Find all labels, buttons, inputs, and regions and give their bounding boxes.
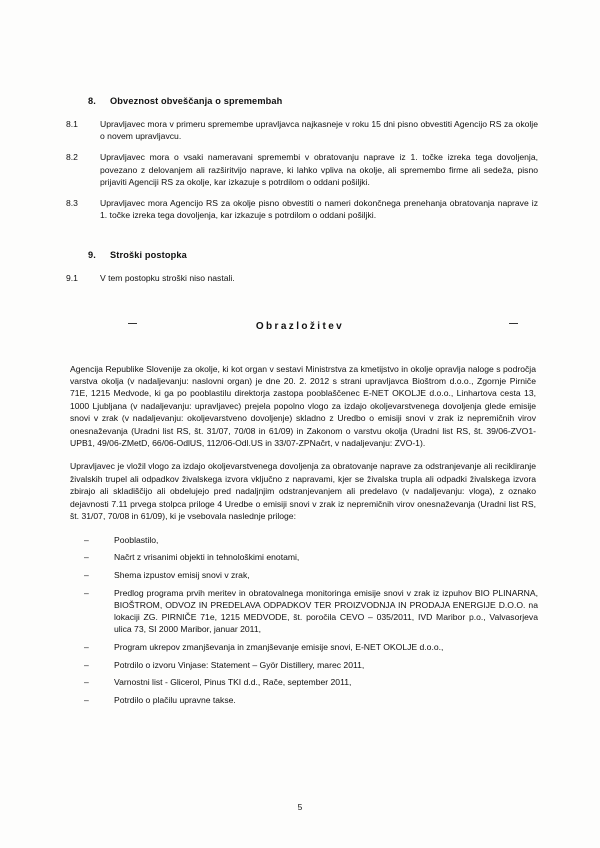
list-bullet-icon: – bbox=[84, 659, 89, 670]
list-item-text: Predlog programa prvih meritev in obratovalnega monitoringa emisije snovi v zrak iz izpuhov BIO PLINARNA, BIOŠTROM, ODVOZ IN PREDELAVA ODPADKOV TER PROIZVODNJA IN PRODAJA ENERGIJE D.O.O. na lokaciji ZG. PIRNIČE 71e, 1215 MEDVODE, št. poročila CEVO – 035/2011, IVD Maribor p.o., Valvasorjeva ulica 73, SI 2000 Maribor, januar 2011, bbox=[114, 587, 538, 635]
clause-number: 8.3 bbox=[66, 198, 78, 209]
explanation-paragraph-2: Upravljavec je vložil vlogo za izdajo okoljevarstvenega dovoljenja za obratovanje naprave za odstranjevanje ali recikliranje živalskih trupel ali odpadkov živalskega izvora vključno z napravami, kjer se živalska trupla ali odpadki živalskega izvora zbirajo ali skladiščijo ali obdelujejo pred nadaljnjim odstranjevanjem ali predelavo (v nadaljevanju: vloga), z oznako dejavnosti 7.11 prvega stolpca priloge 4 Uredbe o emisiji snovi v zrak iz nepremičnih virov onesnaževanja (Uradni list RS, št. 31/07, 70/08 in 61/09), ki je vsebovala naslednje priloge: bbox=[70, 461, 536, 522]
clause-text: V tem postopku stroški niso nastali. bbox=[100, 273, 235, 284]
clause-8-2 bbox=[62, 151, 538, 188]
list-item bbox=[70, 659, 538, 671]
clause-number: 8.1 bbox=[66, 119, 78, 129]
list-item bbox=[70, 569, 538, 581]
section-heading-9 bbox=[62, 250, 538, 260]
list-item-text: Varnostni list - Glicerol, Pinus TKI d.d., Rače, september 2011, bbox=[114, 677, 352, 688]
clause-number: 8.2 bbox=[66, 152, 78, 163]
page-number: 5 bbox=[297, 802, 303, 812]
list-item bbox=[70, 641, 538, 653]
list-bullet-icon: – bbox=[84, 587, 89, 598]
section-number: 8. bbox=[88, 96, 96, 106]
clause-number: 9.1 bbox=[66, 273, 78, 284]
clause-8-1 bbox=[62, 118, 538, 142]
spacer bbox=[62, 230, 538, 250]
explanation-paragraph-1: Agencija Republike Slovenije za okolje, ki kot organ v sestavi Ministrstva za kmetijstvo in okolje opravlja naloge s področja varstva okolja (v nadaljevanju: naslovni organ) je dne 20. 2. 2012 s strani upravljavca Bioštrom d.o.o., Zgornje Pirniče 71E, 1215 Medvode, ki ga po pooblastilu direktorja zastopa pooblaščenec E-NET OKOLJE d.o.o., Linhartova cesta 13, 1000 Ljubljana (v nadaljevanju: upravljavec) prejela popolno vlogo za izdajo okoljevarstvenega dovoljenja glede emisije snovi v zrak (v nadaljevanju: okoljevarstveno dovoljenje) skladno z Uredbo o emisiji snovi v zrak iz nepremičnih virov onesnaževanja (Uradni list RS, št. 31/07, 70/08 in 61/09) in Zakonom o varstvu okolja (Uradni list RS, št. 39/06-ZVO1-UPB1, 49/06-ZMetD, 66/06-OdlUS, 112/06-Odl.US in 33/07-ZPNačrt, v nadaljevanju: ZVO-1). bbox=[70, 363, 536, 449]
clause-9-1 bbox=[62, 272, 538, 284]
list-item-text: Potrdilo o plačilu upravne takse. bbox=[114, 695, 236, 706]
explanation-title-row bbox=[62, 321, 538, 347]
list-item bbox=[70, 694, 538, 706]
margin-mark-left-icon bbox=[128, 323, 137, 324]
clause-text: Upravljavec mora Agencijo RS za okolje pisno obvestiti o nameri dokončnega prenehanja obratovanja naprave iz 1. točke izreka tega dovoljenja, kar izkazuje s potrdilom o oddani pošiljki. bbox=[100, 198, 538, 221]
clause-text: Upravljavec mora v primeru spremembe upravljavca najkasneje v roku 15 dni pisno obvestiti Agencijo RS za okolje o novem upravljavcu. bbox=[100, 119, 538, 142]
list-item-text: Program ukrepov zmanjševanja in zmanjševanje emisije snovi, E-NET OKOLJE d.o.o., bbox=[114, 641, 444, 652]
explanation-title: Obrazložitev bbox=[255, 320, 345, 332]
list-item-text: Pooblastilo, bbox=[114, 534, 159, 545]
list-item bbox=[70, 587, 538, 636]
list-bullet-icon: – bbox=[84, 695, 89, 706]
list-item-text: Potrdilo o izvoru Vinjase: Statement – Györ Distillery, marec 2011, bbox=[114, 659, 365, 670]
spacer bbox=[62, 294, 538, 307]
list-bullet-icon: – bbox=[84, 569, 89, 580]
list-bullet-icon: – bbox=[84, 534, 89, 545]
section-title: Obveznost obveščanja o spremembah bbox=[110, 96, 283, 106]
list-item-text: Načrt z vrisanimi objekti in tehnološkimi enotami, bbox=[114, 552, 300, 563]
margin-mark-right-icon bbox=[509, 323, 518, 324]
clause-text: Upravljavec mora o vsaki nameravani spremembi v obratovanju naprave iz 1. točke izreka tega dovoljenja, povezano z delovanjem ali razširitvijo naprave, ki lahko vpliva na okolje, ali spremembo firme ali sedeža, pisno prijaviti Agenciji RS za okolje, kar izkazuje s potrdilom o oddani pošiljki. bbox=[100, 152, 538, 187]
list-item bbox=[70, 534, 538, 546]
section-title: Stroški postopka bbox=[110, 250, 187, 261]
list-item-text: Shema izpustov emisij snovi v zrak, bbox=[114, 569, 250, 580]
list-item bbox=[70, 551, 538, 563]
list-item bbox=[70, 676, 538, 688]
section-heading-8 bbox=[62, 96, 538, 106]
list-bullet-icon: – bbox=[84, 552, 89, 563]
clause-8-3 bbox=[62, 197, 538, 221]
section-number: 9. bbox=[88, 250, 96, 261]
list-bullet-icon: – bbox=[84, 641, 89, 652]
attachment-list bbox=[62, 534, 538, 707]
list-bullet-icon: – bbox=[84, 677, 89, 688]
